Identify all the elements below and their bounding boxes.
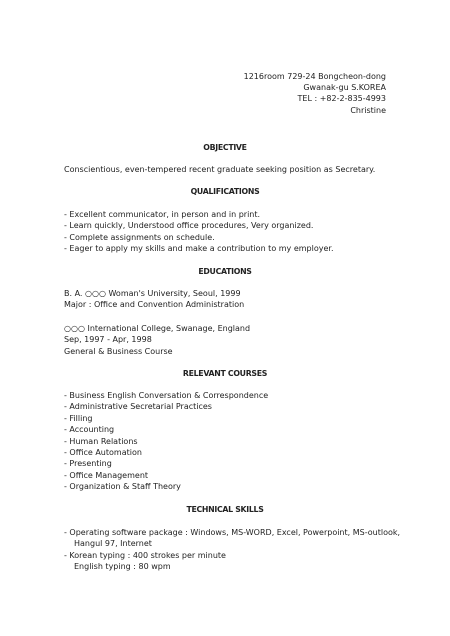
address-line-street: 1216room 729-24 Bongcheon-dong	[243, 72, 386, 81]
education-school-2: ○○○ International College, Swanage, England	[64, 324, 251, 333]
qualifications-heading: QUALIFICATIONS	[190, 187, 260, 196]
contact-address	[186, 71, 386, 116]
list-item: - Presenting	[64, 459, 112, 469]
skills-heading: TECHNICAL SKILLS	[186, 505, 264, 514]
list-item: - Office Automation	[64, 448, 142, 458]
list-item: - Filling	[64, 413, 93, 423]
list-item: - Eager to apply my skills and make a contribution to my employer.	[64, 244, 334, 254]
address-line-name: Christine	[350, 105, 386, 115]
list-item: - Excellent communicator, in person and in print.	[64, 210, 261, 219]
objective-section	[64, 164, 394, 175]
education-course-2: General & Business Course	[64, 346, 173, 356]
educations-heading: EDUCATIONS	[198, 267, 252, 276]
list-item: - Learn quickly, Understood office procedures, Very organized.	[64, 221, 314, 231]
qualifications-list	[64, 209, 394, 255]
address-line-city: Gwanak-gu S.KOREA	[303, 83, 386, 93]
skills-korean-typing: - Korean typing : 400 strokes per minute	[64, 550, 226, 560]
address-line-phone: TEL : +82-2-835-4993	[297, 94, 386, 104]
objective-text: Conscientious, even-tempered recent graduate seeking position as Secretary.	[64, 165, 376, 174]
skills-english-typing: English typing : 80 wpm	[74, 562, 171, 572]
education-school-1: B. A. ○○○ Woman's University, Seoul, 1999	[64, 289, 241, 298]
education-major: Major : Office and Convention Administration	[64, 300, 245, 310]
list-item: - Accounting	[64, 425, 115, 435]
skills-section	[64, 527, 401, 573]
list-item: - Human Relations	[64, 436, 138, 446]
courses-heading: RELEVANT COURSES	[182, 369, 268, 378]
objective-heading: OBJECTIVE	[203, 143, 247, 152]
list-item: - Business English Conversation & Correspondence	[64, 391, 269, 400]
list-item: - Office Management	[64, 470, 149, 480]
education-dates-2: Sep, 1997 - Apr, 1998	[64, 335, 152, 345]
list-item: - Complete assignments on schedule.	[64, 232, 215, 242]
list-item: - Administrative Secretarial Practices	[64, 402, 212, 412]
skills-software-cont: Hangul 97, Internet	[74, 539, 152, 549]
list-item: - Organization & Staff Theory	[64, 482, 181, 492]
courses-list	[64, 390, 394, 493]
educations-section-2	[64, 323, 394, 357]
educations-section	[64, 288, 394, 311]
skills-software: - Operating software package : Windows, MS-WORD, Excel, Powerpoint, MS-outlook,	[64, 528, 401, 537]
